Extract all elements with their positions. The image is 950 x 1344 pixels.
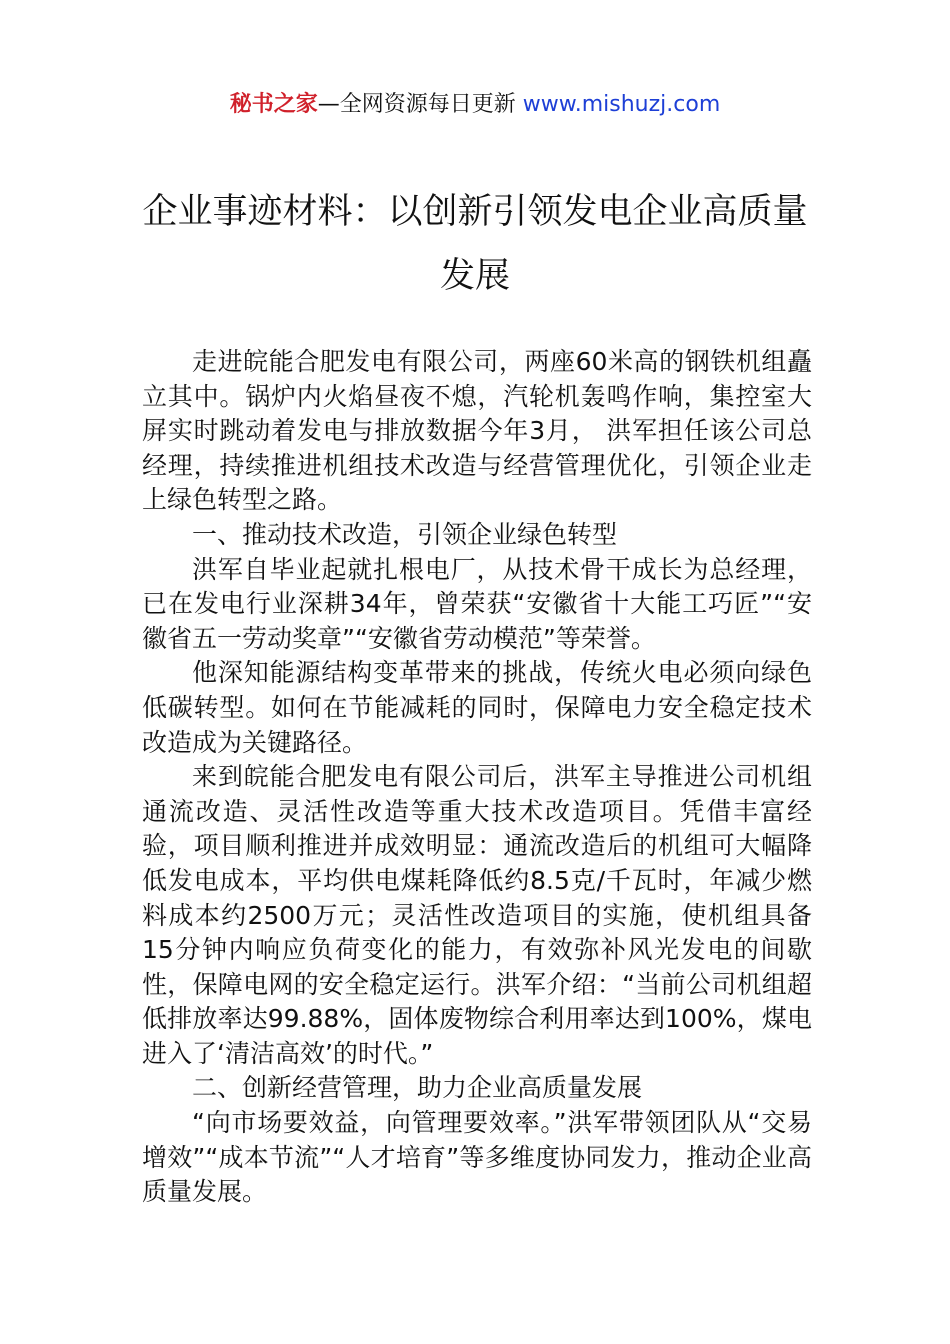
paragraph: 他深知能源结构变革带来的挑战，传统火电必须向绿色低碳转型。如何在节能减耗的同时，保障电力安全稳定技术改造成为关键路径。 (142, 658, 812, 757)
section-heading-1: 一、推动技术改造，引领企业绿色转型 (192, 519, 618, 549)
site-url-link[interactable]: www.mishuzj.com (522, 92, 721, 117)
site-header (0, 88, 950, 122)
paragraph: 来到皖能合肥发电有限公司后，洪军主导推进公司机组通流改造、灵活性改造等重大技术改造项目。凭借丰富经验，项目顺利推进并成效明显：通流改造后的机组可大幅降低发电成本，平均供电煤耗降低约8.5克/千瓦时，年减少燃料成本约2500万元；灵活性改造项目的实施，使机组具备15分钟内响应负荷变化的能力，有效弥补风光发电的间歇性，保障电网的安全稳定运行。洪军介绍：“当前公司机组超低排放率达99.88%，固体废物综合利用率达到100%，煤电进入了‘清洁高效’的时代。” (142, 762, 812, 1068)
paragraph: 洪军自毕业起就扎根电厂，从技术骨干成长为总经理，已在发电行业深耕34年，曾荣获“安徽省十大能工巧匠”“安徽省五一劳动奖章”“安徽省劳动模范”等荣誉。 (142, 554, 812, 653)
site-brand: 秘书之家 (229, 92, 318, 117)
paragraph: “向市场要效益，向管理要效率。”洪军带领团队从“交易增效”“成本节流”“人才培育”等多维度协同发力，推动企业高质量发展。 (142, 1108, 812, 1207)
document-body (142, 345, 812, 1210)
document-title: 企业事迹材料：以创新引领发电企业高质量发展 (142, 192, 808, 296)
site-tagline: —全网资源每日更新 (317, 92, 523, 117)
section-heading-2: 二、创新经营管理，助力企业高质量发展 (192, 1073, 643, 1103)
paragraph-intro: 走进皖能合肥发电有限公司，两座60米高的钢铁机组矗立其中。锅炉内火焰昼夜不熄，汽轮机轰鸣作响，集控室大屏实时跳动着发电与排放数据今年3月， 洪军担任该公司总经理，持续推进机组技术改造与经营管理优化，引领企业走上绿色转型之路。 (142, 347, 812, 515)
